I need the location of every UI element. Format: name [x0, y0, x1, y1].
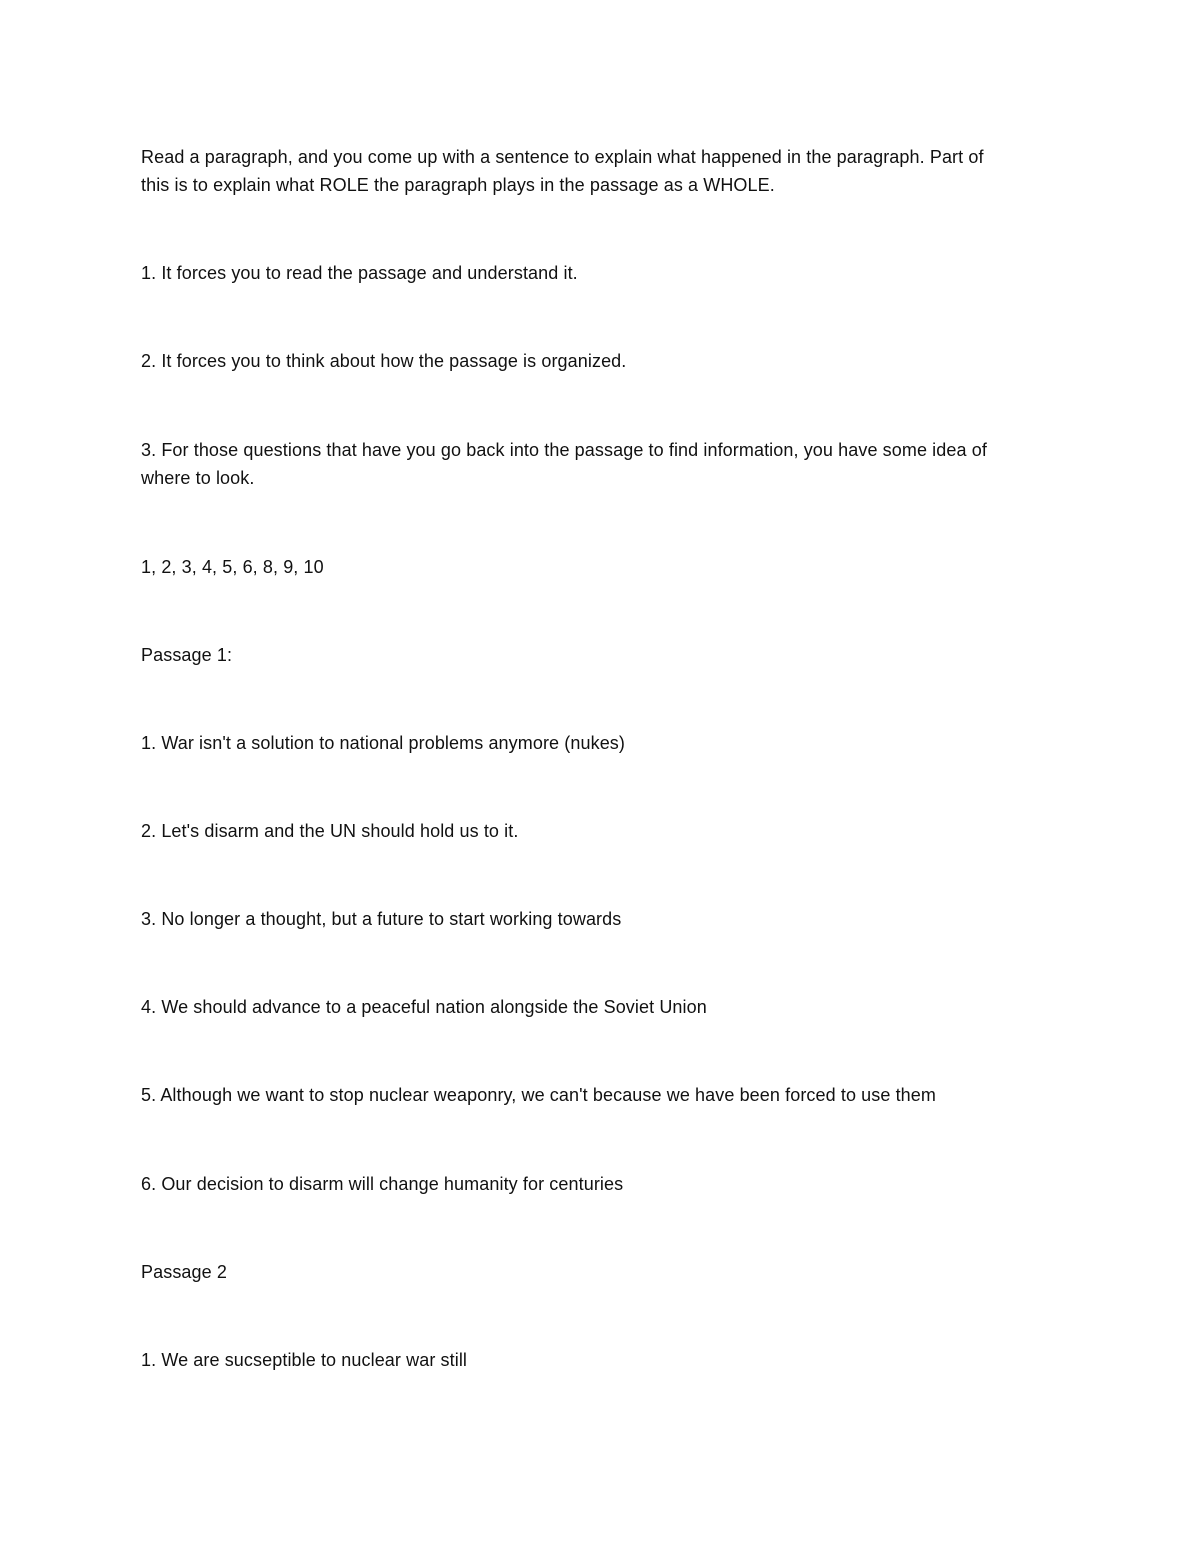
passage-1-item: 2. Let's disarm and the UN should hold us to it.: [141, 821, 519, 841]
passage-1-item: 6. Our decision to disarm will change humanity for centuries: [141, 1174, 624, 1194]
passage-1-item: 1. War isn't a solution to national problems anymore (nukes): [141, 733, 625, 753]
reason-3: [141, 436, 1071, 492]
reason-1: 1. It forces you to read the passage and understand it.: [141, 263, 578, 283]
passage-1-heading: Passage 1:: [141, 645, 233, 665]
reason-3-line-2: where to look.: [141, 468, 255, 488]
passage-2-item: 1. We are sucseptible to nuclear war still: [141, 1350, 468, 1370]
intro-line-2: this is to explain what ROLE the paragraph plays in the passage as a WHOLE.: [141, 175, 775, 195]
intro-paragraph: [141, 143, 1071, 199]
reason-3-line-1: 3. For those questions that have you go back into the passage to find information, you have some idea of: [141, 440, 987, 460]
passage-1-item: 4. We should advance to a peaceful nation alongside the Soviet Union: [141, 997, 707, 1017]
intro-line-1: Read a paragraph, and you come up with a sentence to explain what happened in the paragraph. Part of: [141, 147, 984, 167]
reason-2: 2. It forces you to think about how the passage is organized.: [141, 351, 627, 371]
passage-1-item: 3. No longer a thought, but a future to start working towards: [141, 909, 622, 929]
number-list: 1, 2, 3, 4, 5, 6, 8, 9, 10: [141, 557, 324, 577]
passage-2-heading: Passage 2: [141, 1262, 227, 1282]
passage-1-item: 5. Although we want to stop nuclear weaponry, we can't because we have been forced to use them: [141, 1085, 936, 1105]
